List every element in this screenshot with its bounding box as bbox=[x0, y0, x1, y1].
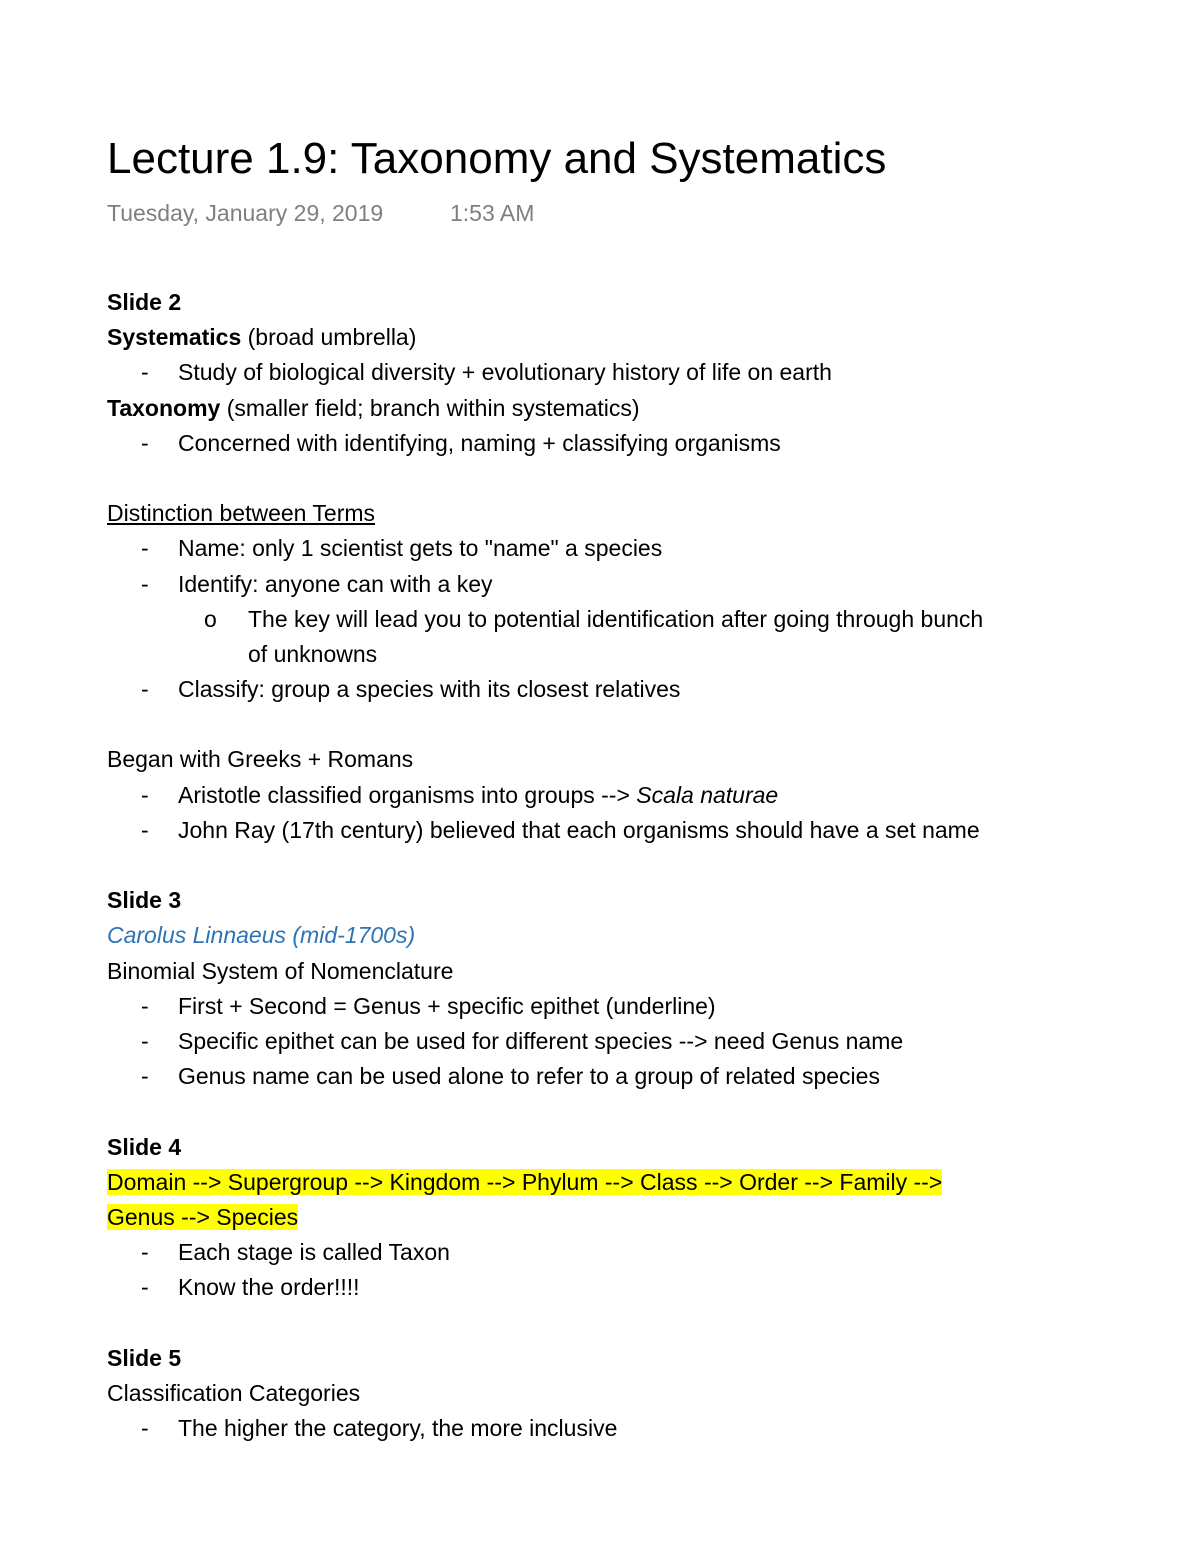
categories-line: Classification Categories bbox=[107, 1379, 361, 1406]
bullet-marker: - bbox=[141, 676, 149, 703]
page-date: Tuesday, January 29, 2019 bbox=[107, 200, 384, 226]
list-item: - Know the order!!!! bbox=[107, 1270, 1167, 1305]
systematics-line bbox=[107, 320, 1167, 355]
highlighted-text: Genus --> Species bbox=[107, 1203, 299, 1230]
bullet-marker: - bbox=[141, 570, 149, 597]
list-item: - The higher the category, the more inclusive bbox=[107, 1411, 1167, 1446]
taxonomy-term: Taxonomy bbox=[107, 394, 221, 421]
list-item: - Classify: group a species with its closest relatives bbox=[107, 672, 1167, 707]
bullet-marker: - bbox=[141, 359, 149, 386]
bullet-marker: - bbox=[141, 429, 149, 456]
list-item: - First + Second = Genus + specific epithet (underline) bbox=[107, 989, 1167, 1024]
scala-naturae: Scala naturae bbox=[636, 781, 779, 808]
page-time: 1:53 AM bbox=[450, 200, 535, 226]
list-item: - Genus name can be used alone to refer to a group of related species bbox=[107, 1059, 1167, 1094]
list-item: - Name: only 1 scientist gets to "name" a species bbox=[107, 531, 1167, 566]
list-item: - Study of biological diversity + evolutionary history of life on earth bbox=[107, 355, 1167, 390]
bullet-marker: - bbox=[141, 816, 149, 843]
binomial-line: Binomial System of Nomenclature bbox=[107, 957, 454, 984]
list-item: - Aristotle classified organisms into groups --> Scala naturae bbox=[107, 778, 1167, 813]
list-item: - Specific epithet can be used for different species --> need Genus name bbox=[107, 1024, 1167, 1059]
sub-list-item-continuation: of unknowns bbox=[248, 640, 378, 667]
systematics-term: Systematics bbox=[107, 324, 242, 351]
sub-list-item: o The key will lead you to potential identification after going through bunch bbox=[107, 602, 1167, 637]
list-item: - Concerned with identifying, naming + classifying organisms bbox=[107, 426, 1167, 461]
slide-5-heading: Slide 5 bbox=[107, 1344, 182, 1371]
sub-bullet-marker: o bbox=[204, 605, 217, 632]
distinction-heading: Distinction between Terms bbox=[107, 500, 376, 527]
slide-4-heading: Slide 4 bbox=[107, 1133, 182, 1160]
list-item: - Identify: anyone can with a key bbox=[107, 567, 1167, 602]
slide-2-heading: Slide 2 bbox=[107, 289, 182, 315]
linnaeus-line: Carolus Linnaeus (mid-1700s) bbox=[107, 922, 416, 949]
page-title: Lecture 1.9: Taxonomy and Systematics bbox=[107, 134, 887, 183]
slide-3-heading: Slide 3 bbox=[107, 887, 182, 914]
bullet-marker: - bbox=[141, 992, 149, 1019]
bullet-marker: - bbox=[141, 1063, 149, 1090]
bullet-marker: - bbox=[141, 535, 149, 562]
taxon-hierarchy-line-1 bbox=[107, 1165, 1167, 1200]
note-body bbox=[107, 285, 1167, 1446]
systematics-desc: (broad umbrella) bbox=[241, 324, 417, 351]
taxonomy-desc: (smaller field; branch within systematics) bbox=[220, 394, 640, 421]
bullet-marker: - bbox=[141, 781, 149, 808]
bullet-marker: - bbox=[141, 1415, 149, 1441]
taxon-hierarchy-line-2 bbox=[107, 1200, 1167, 1235]
bullet-marker: - bbox=[141, 1239, 149, 1266]
list-item: - John Ray (17th century) believed that each organisms should have a set name bbox=[107, 813, 1167, 848]
taxonomy-line bbox=[107, 391, 1167, 426]
highlighted-text: Domain --> Supergroup --> Kingdom --> Phylum --> Class --> Order --> Family --> bbox=[107, 1168, 943, 1195]
list-item: - Each stage is called Taxon bbox=[107, 1235, 1167, 1270]
bullet-marker: - bbox=[141, 1027, 149, 1054]
page-timestamp bbox=[107, 198, 535, 228]
bullet-marker: - bbox=[141, 1274, 149, 1301]
began-line: Began with Greeks + Romans bbox=[107, 746, 414, 773]
